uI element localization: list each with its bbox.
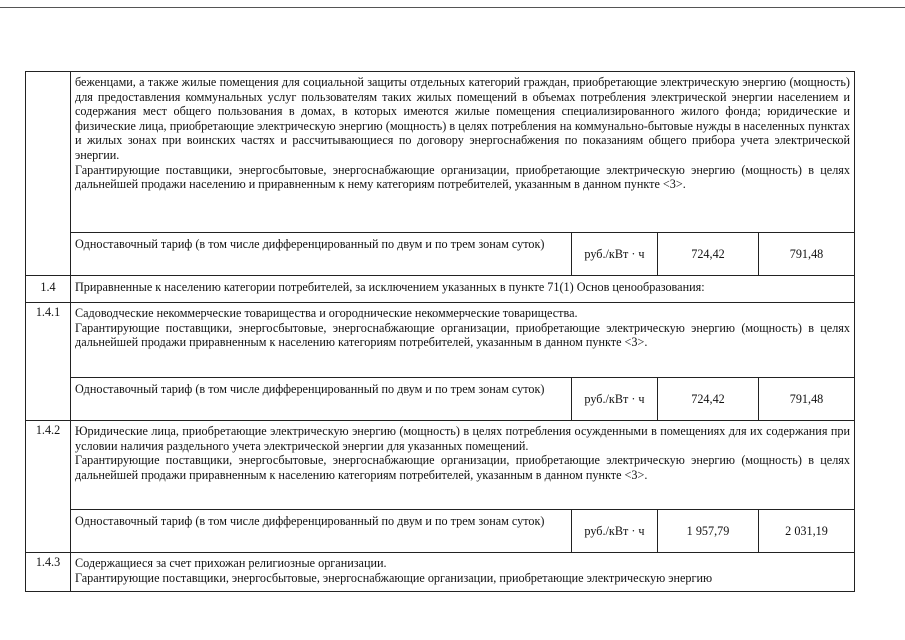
table-row (26, 421, 855, 510)
tariff-row (26, 378, 855, 421)
item-number (26, 72, 71, 276)
item-number: 1.4.1 (26, 303, 71, 421)
description-paragraph: беженцами, а также жилые помещения для социальной защиты отдельных категорий граждан, приобретающие электрическую энергию (мощность) для предоставления коммунальных услуг пользователям таких жилых помещений в объемах потребления электрической энергии населением и содержания мест общего пользования в домах, в которых имеются жилые помещения специализированного жилого фонда; юридические и физические лица, приобретающие электрическую энергию (мощность) в целях потребления на коммунально-бытовые нужды в населенных пунктах и жилых зонах при воинских частях и рассчитывающиеся по договору энергоснабжения по показаниям общего прибора учета электрической энергии. (75, 75, 850, 162)
item-number: 1.4.2 (26, 421, 71, 553)
tariff-value-second-half: 2 031,19 (759, 510, 855, 553)
tariff-name: Одноставочный тариф (в том числе дифференцированный по двум и по трем зонам суток) (71, 233, 572, 276)
item-description (71, 72, 855, 233)
item-description (71, 421, 855, 510)
description-paragraph: Гарантирующие поставщики, энергосбытовые, энергоснабжающие организации, приобретающие электрическую энергию (мощность) в целях дальнейшей продажи приравненным к населению категориям потребителей, указанным в данном пункте <3>. (75, 453, 850, 482)
tariff-row (26, 510, 855, 553)
tariff-unit: руб./кВт · ч (572, 510, 658, 553)
tariff-value-second-half: 791,48 (759, 378, 855, 421)
description-paragraph: Гарантирующие поставщики, энергосбытовые, энергоснабжающие организации, приобретающие электрическую энергию (75, 570, 713, 585)
page-top-rule (0, 7, 905, 8)
tariff-unit: руб./кВт · ч (572, 378, 658, 421)
table-row (26, 303, 855, 378)
table-row (26, 553, 855, 592)
tariff-value-first-half: 1 957,79 (658, 510, 759, 553)
tariff-value-second-half: 791,48 (759, 233, 855, 276)
tariff-value-first-half: 724,42 (658, 378, 759, 421)
description-paragraph: Содержащиеся за счет прихожан религиозные организации. (75, 556, 387, 570)
item-description: Приравненные к населению категории потребителей, за исключением указанных в пункте 71(1) Основ ценообразования: (71, 276, 855, 303)
item-number: 1.4 (26, 276, 71, 303)
table-row (26, 72, 855, 233)
description-paragraph: Юридические лица, приобретающие электрическую энергию (мощность) в целях потребления осужденными в помещениях для их содержания при условии наличия раздельного учета электрической энергии для указанных помещений. (75, 424, 850, 453)
tariff-value-first-half: 724,42 (658, 233, 759, 276)
tariff-row (26, 233, 855, 276)
description-paragraph: Садоводческие некоммерческие товарищества и огороднические некоммерческие товарищества. (75, 306, 578, 320)
tariff-name: Одноставочный тариф (в том числе дифференцированный по двум и по трем зонам суток) (71, 510, 572, 553)
tariff-table (25, 71, 855, 592)
item-description (71, 553, 855, 592)
description-paragraph: Гарантирующие поставщики, энергосбытовые, энергоснабжающие организации, приобретающие электрическую энергию (мощность) в целях дальнейшей продажи приравненным к населению категориям потребителей, указанным в данном пункте <3>. (75, 320, 850, 350)
tariff-unit: руб./кВт · ч (572, 233, 658, 276)
item-number: 1.4.3 (26, 553, 71, 592)
tariff-name: Одноставочный тариф (в том числе дифференцированный по двум и по трем зонам суток) (71, 378, 572, 421)
table-row (26, 276, 855, 303)
item-description (71, 303, 855, 378)
description-paragraph: Гарантирующие поставщики, энергосбытовые, энергоснабжающие организации, приобретающие электрическую энергию (мощность) в целях дальнейшей продажи населению и приравненным к нему категориям потребителей, указанным в данном пункте <3>. (75, 162, 850, 192)
